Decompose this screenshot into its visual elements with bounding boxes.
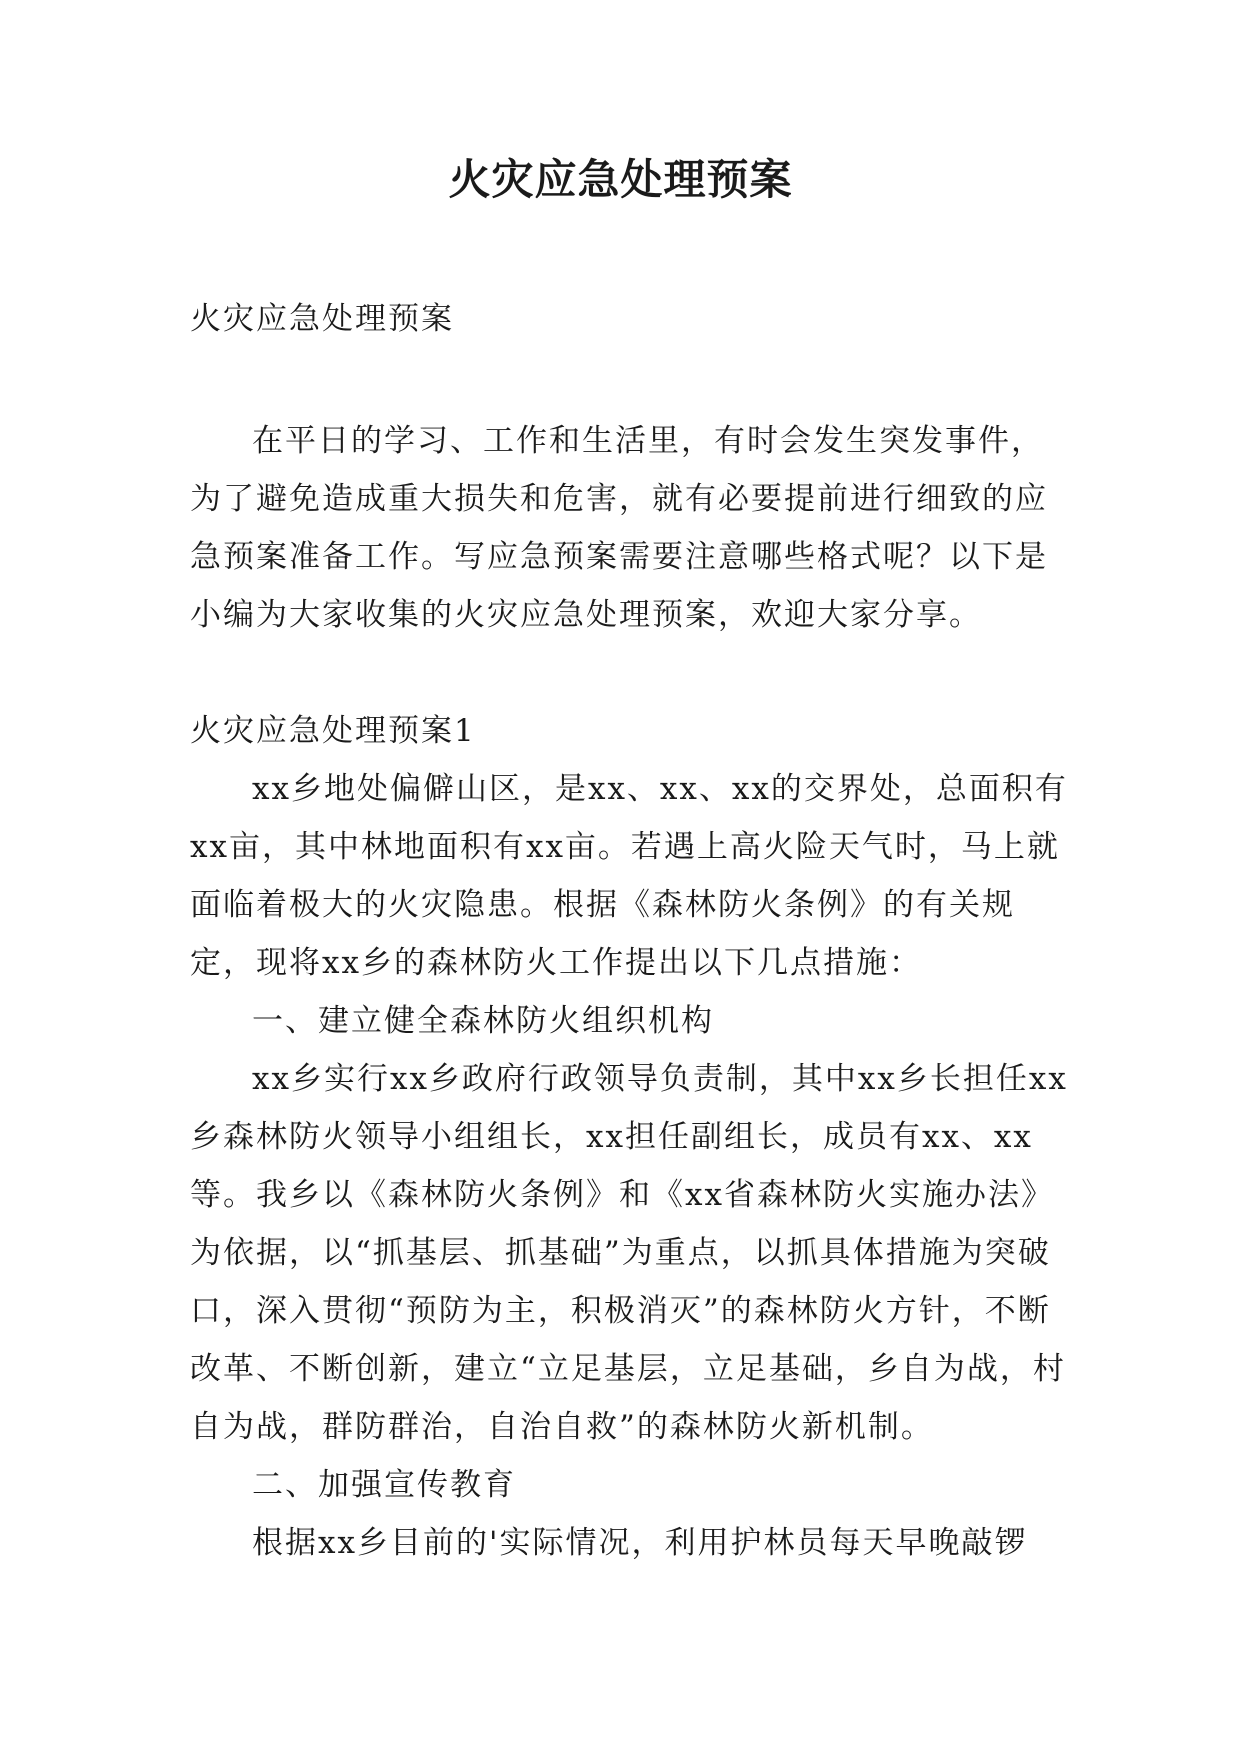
- heading-education: 二、加强宣传教育: [252, 1467, 516, 1503]
- section-heading: 火灾应急处理预案1: [190, 713, 476, 749]
- document-body: [190, 290, 1070, 1572]
- document-subtitle: 火灾应急处理预案: [190, 301, 454, 337]
- heading-organization: 一、建立健全森林防火组织机构: [252, 1003, 714, 1039]
- body-paragraph-3: 根据xx乡目前的'实际情况，利用护林员每天早晚敲锣: [252, 1525, 1028, 1561]
- body-paragraph-1: xx乡地处偏僻山区，是xx、xx、xx的交界处，总面积有xx亩，其中林地面积有xx亩。若遇上高火险天气时，马上就面临着极大的火灾隐患。根据《森林防火条例》的有关规定，现将xx乡的森林防火工作提出以下几点措施：: [190, 771, 1068, 981]
- body-paragraph-2: xx乡实行xx乡政府行政领导负责制，其中xx乡长担任xx乡森林防火领导小组组长，xx担任副组长，成员有xx、xx等。我乡以《森林防火条例》和《xx省森林防火实施办法》为依据，以“抓基层、抓基础”为重点，以抓具体措施为突破口，深入贯彻“预防为主，积极消灭”的森林防火方针，不断改革、不断创新，建立“立足基层，立足基础，乡自为战，村自为战，群防群治，自治自救”的森林防火新机制。: [190, 1061, 1068, 1445]
- intro-paragraph: 在平日的学习、工作和生活里，有时会发生突发事件，为了避免造成重大损失和危害，就有必要提前进行细致的应急预案准备工作。写应急预案需要注意哪些格式呢？以下是小编为大家收集的火灾应急处理预案，欢迎大家分享。: [190, 423, 1048, 633]
- document-title: 火灾应急处理预案: [448, 155, 793, 204]
